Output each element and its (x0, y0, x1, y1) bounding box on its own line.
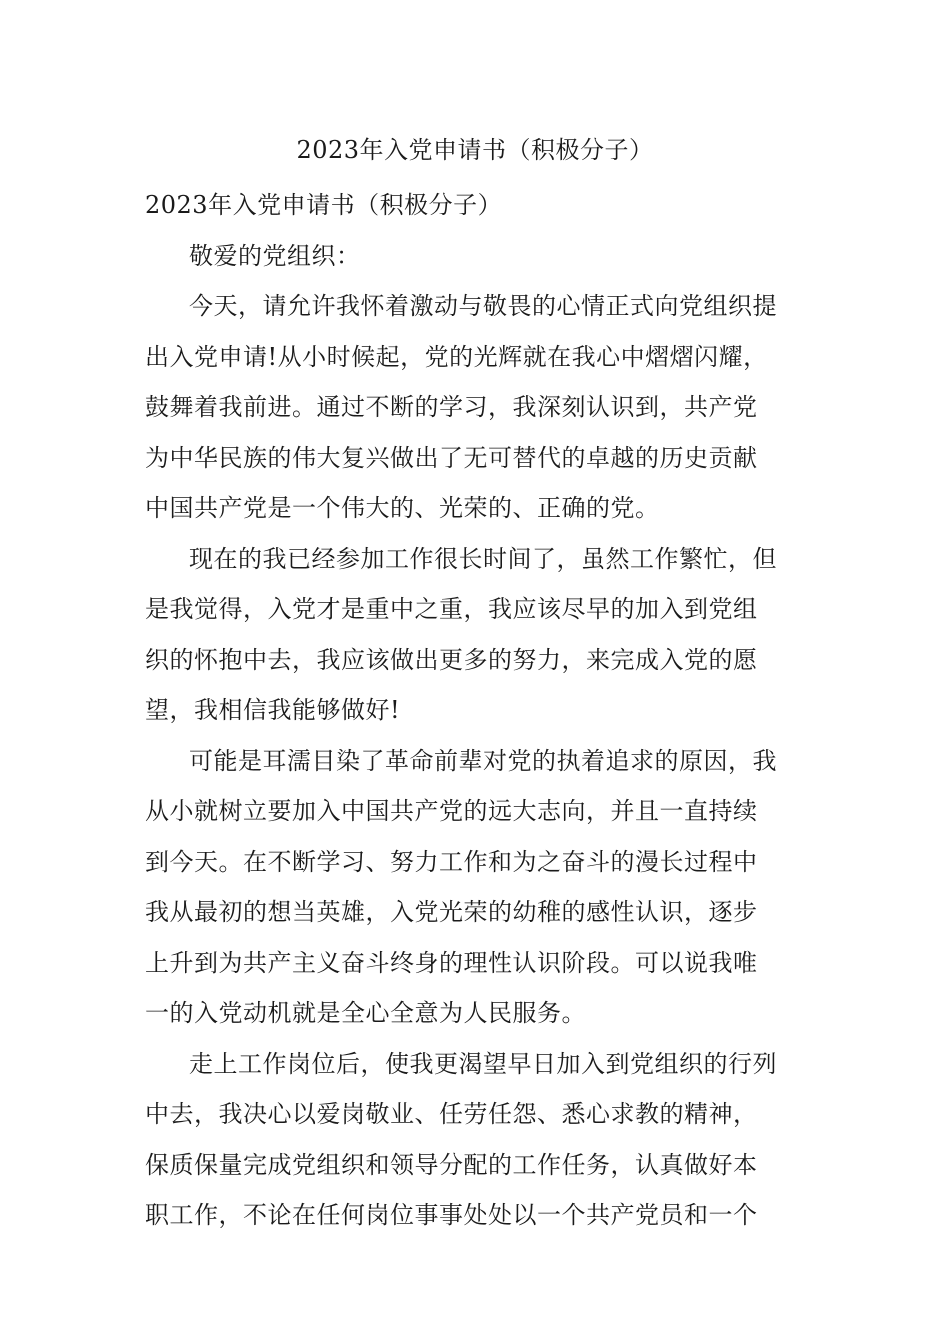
body-line: 中国共产党是一个伟大的、光荣的、正确的党。 (145, 494, 660, 522)
body-line: 今天，请允许我怀着激动与敬畏的心情正式向党组织提 (189, 292, 777, 320)
body-line: 到今天。在不断学习、努力工作和为之奋斗的漫长过程中 (145, 847, 758, 876)
body-line: 走上工作岗位后，使我更渴望早日加入到党组织的行列 (189, 1049, 777, 1078)
body-line: 一的入党动机就是全心全意为人民服务。 (145, 999, 586, 1027)
body-line: 为中华民族的伟大复兴做出了无可替代的卓越的历史贡献 (145, 443, 758, 472)
body-line: 是我觉得，入党才是重中之重，我应该尽早的加入到党组 (145, 595, 758, 623)
body-line: 职工作，不论在任何岗位事事处处以一个共产党员和一个 (145, 1201, 758, 1229)
document-subtitle: 2023年入党申请书（积极分子） (145, 191, 503, 219)
body-line: 敬爱的党组织： (189, 241, 361, 270)
body-line: 出入党申请!从小时候起，党的光辉就在我心中熠熠闪耀， (145, 342, 768, 371)
body-line: 织的怀抱中去，我应该做出更多的努力，来完成入党的愿 (145, 645, 758, 674)
body-line: 中去，我决心以爱岗敬业、任劳任怨、悉心求教的精神， (145, 1100, 758, 1128)
body-line: 上升到为共产主义奋斗终身的理性认识阶段。可以说我唯 (145, 948, 758, 977)
body-line: 现在的我已经参加工作很长时间了，虽然工作繁忙，但 (189, 544, 777, 573)
body-line: 鼓舞着我前进。通过不断的学习，我深刻认识到，共产党 (145, 393, 758, 421)
body-line: 保质保量完成党组织和领导分配的工作任务，认真做好本 (145, 1150, 758, 1179)
body-line: 我从最初的想当英雄，入党光荣的幼稚的感性认识，逐步 (145, 898, 758, 926)
body-line: 可能是耳濡目染了革命前辈对党的执着追求的原因，我 (189, 746, 777, 775)
document-body (145, 180, 810, 1241)
body-line: 从小就树立要加入中国共产党的远大志向，并且一直持续 (145, 797, 758, 825)
body-line: 望，我相信我能够做好! (145, 696, 401, 724)
document-title: 2023年入党申请书（积极分子） (296, 136, 654, 164)
